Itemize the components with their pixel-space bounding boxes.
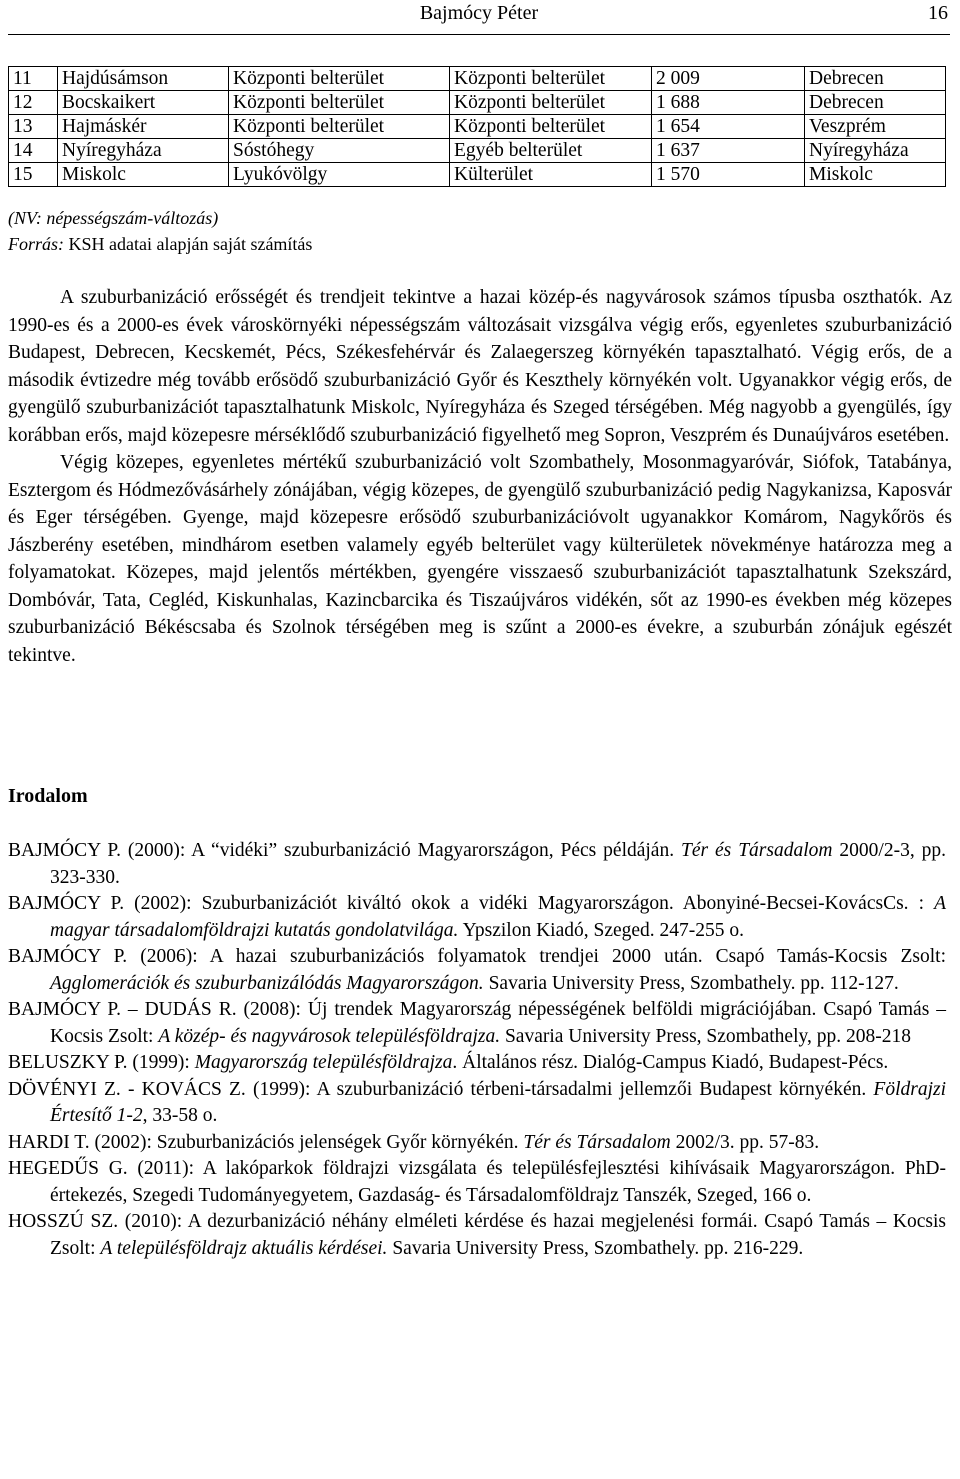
table-note-abbreviation: (NV: népességszám-változás): [8, 208, 219, 228]
table-cell: 1 688: [652, 91, 805, 115]
reference-item: [8, 838, 946, 891]
table-row: [9, 115, 946, 139]
reference-item: [8, 1077, 946, 1130]
reference-text: HOSSZÚ SZ. (2010): A dezurbanizáció néhány elméleti kérdése és hazai megjelenési formái. Csapó Tamás – Kocsis Zsolt:: [8, 1211, 946, 1259]
table-cell: 12: [9, 91, 58, 115]
reference-item: [8, 1130, 946, 1157]
source-label: Forrás:: [8, 234, 65, 254]
table-cell: 11: [9, 67, 58, 91]
reference-italic: Földrajzi Értesítő 1-2: [50, 1078, 946, 1126]
table-cell: Nyíregyháza: [58, 139, 229, 163]
reference-text: BELUSZKY P. (1999):: [8, 1052, 195, 1073]
reference-item: [8, 944, 946, 997]
table-cell: Egyéb belterület: [450, 139, 652, 163]
body-paragraph-1: A szuburbanizáció erősségét és trendjeit tekintve a hazai közép-és nagyvárosok számos típusba oszthatók. Az 1990-es és a 2000-es évek városkörnyéki népességszám változásait vizsgálva végig erős, egyenletes szuburbanizáció Budapest, Debrecen, Kecskemét, Pécs, Székesfehérvár és Zalaegerszeg környékén tapasztalható. Végig erős, de a második évtizedre még tovább erősödő szuburbanizáció Győr és Keszthely környékén volt. Ugyanakkor végig erős, de gyengülő szuburbanizációt tapasztalhatunk Miskolc, Nyíregyháza és Szeged térségében. Még nagyobb a gyengülés, így korábban erős, majd közepesre mérséklődő szuburbanizáció figyelhető meg Sopron, Veszprém és Dunaújváros esetében.: [8, 287, 952, 446]
table-cell: Hajdúsámson: [58, 67, 229, 91]
table-cell: Bocskaikert: [58, 91, 229, 115]
table-cell: 1 637: [652, 139, 805, 163]
section-title-references: Irodalom: [8, 785, 88, 807]
table-cell: Hajmáskér: [58, 115, 229, 139]
table-cell: Miskolc: [805, 163, 946, 187]
table-cell: Központi belterület: [450, 67, 652, 91]
reference-item: [8, 1156, 946, 1209]
reference-text: DÖVÉNYI Z. - KOVÁCS Z. (1999): A szuburbanizáció térbeni-társadalmi jellemzői Budapest környékén.: [8, 1078, 874, 1100]
table-cell: Központi belterület: [229, 115, 450, 139]
reference-text: BAJMÓCY P. (2002): Szuburbanizációt kiváltó okok a vidéki Magyarországon. Abonyiné-Becsei-KovácsCs. :: [8, 893, 935, 914]
reference-text: Savaria University Press, Szombathely, pp. 208-218: [500, 1025, 911, 1047]
page-number: 16: [928, 2, 948, 24]
table-notes: [8, 205, 312, 257]
reference-list: [8, 838, 946, 1262]
table-cell: 1 654: [652, 115, 805, 139]
reference-text: . Általános rész. Dialóg-Campus Kiadó, Budapest-Pécs.: [452, 1052, 889, 1073]
reference-text: BAJMÓCY P. – DUDÁS R. (2008): Új trendek Magyarország népességének belföldi migrációjában. Csapó Tamás – Kocsis Zsolt:: [8, 999, 946, 1047]
reference-italic: Agglomerációk és szuburbanizálódás Magyarországon.: [50, 972, 484, 994]
table-cell: 13: [9, 115, 58, 139]
reference-text: BAJMÓCY P. (2006): A hazai szuburbanizációs folyamatok trendjei 2000 után. Csapó Tamás-Kocsis Zsolt:: [8, 946, 946, 967]
table-cell: Központi belterület: [229, 67, 450, 91]
reference-italic: A közép- és nagyvárosok településföldrajza.: [158, 1025, 501, 1047]
table-row: [9, 163, 946, 187]
table-cell: Debrecen: [805, 91, 946, 115]
reference-item: [8, 1209, 946, 1262]
table-cell: Veszprém: [805, 115, 946, 139]
page-header: [8, 0, 950, 35]
table-row: [9, 67, 946, 91]
reference-text: 2000/2-3, pp. 323-330.: [50, 840, 946, 888]
table-row: [9, 139, 946, 163]
reference-text: Savaria University Press, Szombathely. pp. 216-229.: [387, 1237, 804, 1259]
reference-text: HEGEDŰS G. (2011): A lakóparkok földrajzi vizsgálata és településfejlesztési kihívásaik Magyarországon. PhD-értekezés, Szegedi Tudományegyetem, Gazdaság- és Társadalomföldrajz Tanszék, Szeged, 166 o.: [8, 1158, 946, 1206]
table-cell: Sóstóhegy: [229, 139, 450, 163]
reference-item: [8, 997, 946, 1050]
reference-text: , 33-58 o.: [142, 1105, 218, 1126]
table-cell: 2 009: [652, 67, 805, 91]
table-cell: 1 570: [652, 163, 805, 187]
reference-italic: A településföldrajz aktuális kérdései.: [100, 1237, 388, 1259]
table-cell: Központi belterület: [229, 91, 450, 115]
table-cell: Külterület: [450, 163, 652, 187]
table-cell: 14: [9, 139, 58, 163]
reference-text: BAJMÓCY P. (2000): A “vidéki” szuburbanizáció Magyarországon, Pécs példáján.: [8, 840, 682, 861]
reference-item: [8, 1050, 946, 1077]
reference-italic: Tér és Társadalom: [523, 1131, 671, 1153]
table-row: [9, 91, 946, 115]
body-paragraph-2: Végig közepes, egyenletes mértékű szuburbanizáció volt Szombathely, Mosonmagyaróvár, Siófok, Tatabánya, Esztergom és Hódmezővásárhely zónájában, végig közepes, de gyengülő szuburbanizáció pedig Nagykanizsa, Kaposvár és Eger térségében. Gyenge, majd közepesre erősödő szuburbanizációvolt ugyanakkor Komárom, Nagykőrös és Jászberény esetében, mindhárom esetben valamely egyéb belterület vagy külterületek növekménye határozza meg a folyamatokat. Közepes, majd jelentős mértékben, gyengére visszaeső szuburbanizációt tapasztalhatunk Szekszárd, Dombóvár, Tata, Cegléd, Kiskunhalas, Kazincbarcika és Tiszaújváros vidékén, sőt az 1990-es években még közepes szuburbanizáció Békéscsaba és Szolnok térségében meg is szűnt a 2000-es évekre, a szuburbán zónájuk egészét tekintve.: [8, 452, 952, 666]
reference-text: 2002/3. pp. 57-83.: [670, 1131, 820, 1153]
table-cell: Nyíregyháza: [805, 139, 946, 163]
table-cell: Lyukóvölgy: [229, 163, 450, 187]
data-table: [8, 66, 946, 187]
source-text: KSH adatai alapján saját számítás: [64, 234, 313, 254]
header-author: Bajmócy Péter: [419, 2, 539, 24]
reference-text: Savaria University Press, Szombathely. pp. 112-127.: [483, 972, 899, 994]
reference-italic: Tér és Társadalom: [681, 840, 833, 861]
reference-italic: Magyarország településföldrajza: [194, 1052, 453, 1073]
body-text: [8, 284, 952, 669]
reference-text: HARDI T. (2002): Szuburbanizációs jelenségek Győr környékén.: [8, 1131, 524, 1153]
reference-italic: A magyar társadalomföldrajzi kutatás gondolatvilága.: [50, 893, 946, 941]
reference-text: Ypszilon Kiadó, Szeged. 247-255 o.: [458, 919, 745, 941]
table-cell: Debrecen: [805, 67, 946, 91]
table-cell: Központi belterület: [450, 115, 652, 139]
table-cell: Központi belterület: [450, 91, 652, 115]
table-cell: 15: [9, 163, 58, 187]
reference-item: [8, 891, 946, 944]
table-cell: Miskolc: [58, 163, 229, 187]
table-source-note: [8, 231, 312, 257]
